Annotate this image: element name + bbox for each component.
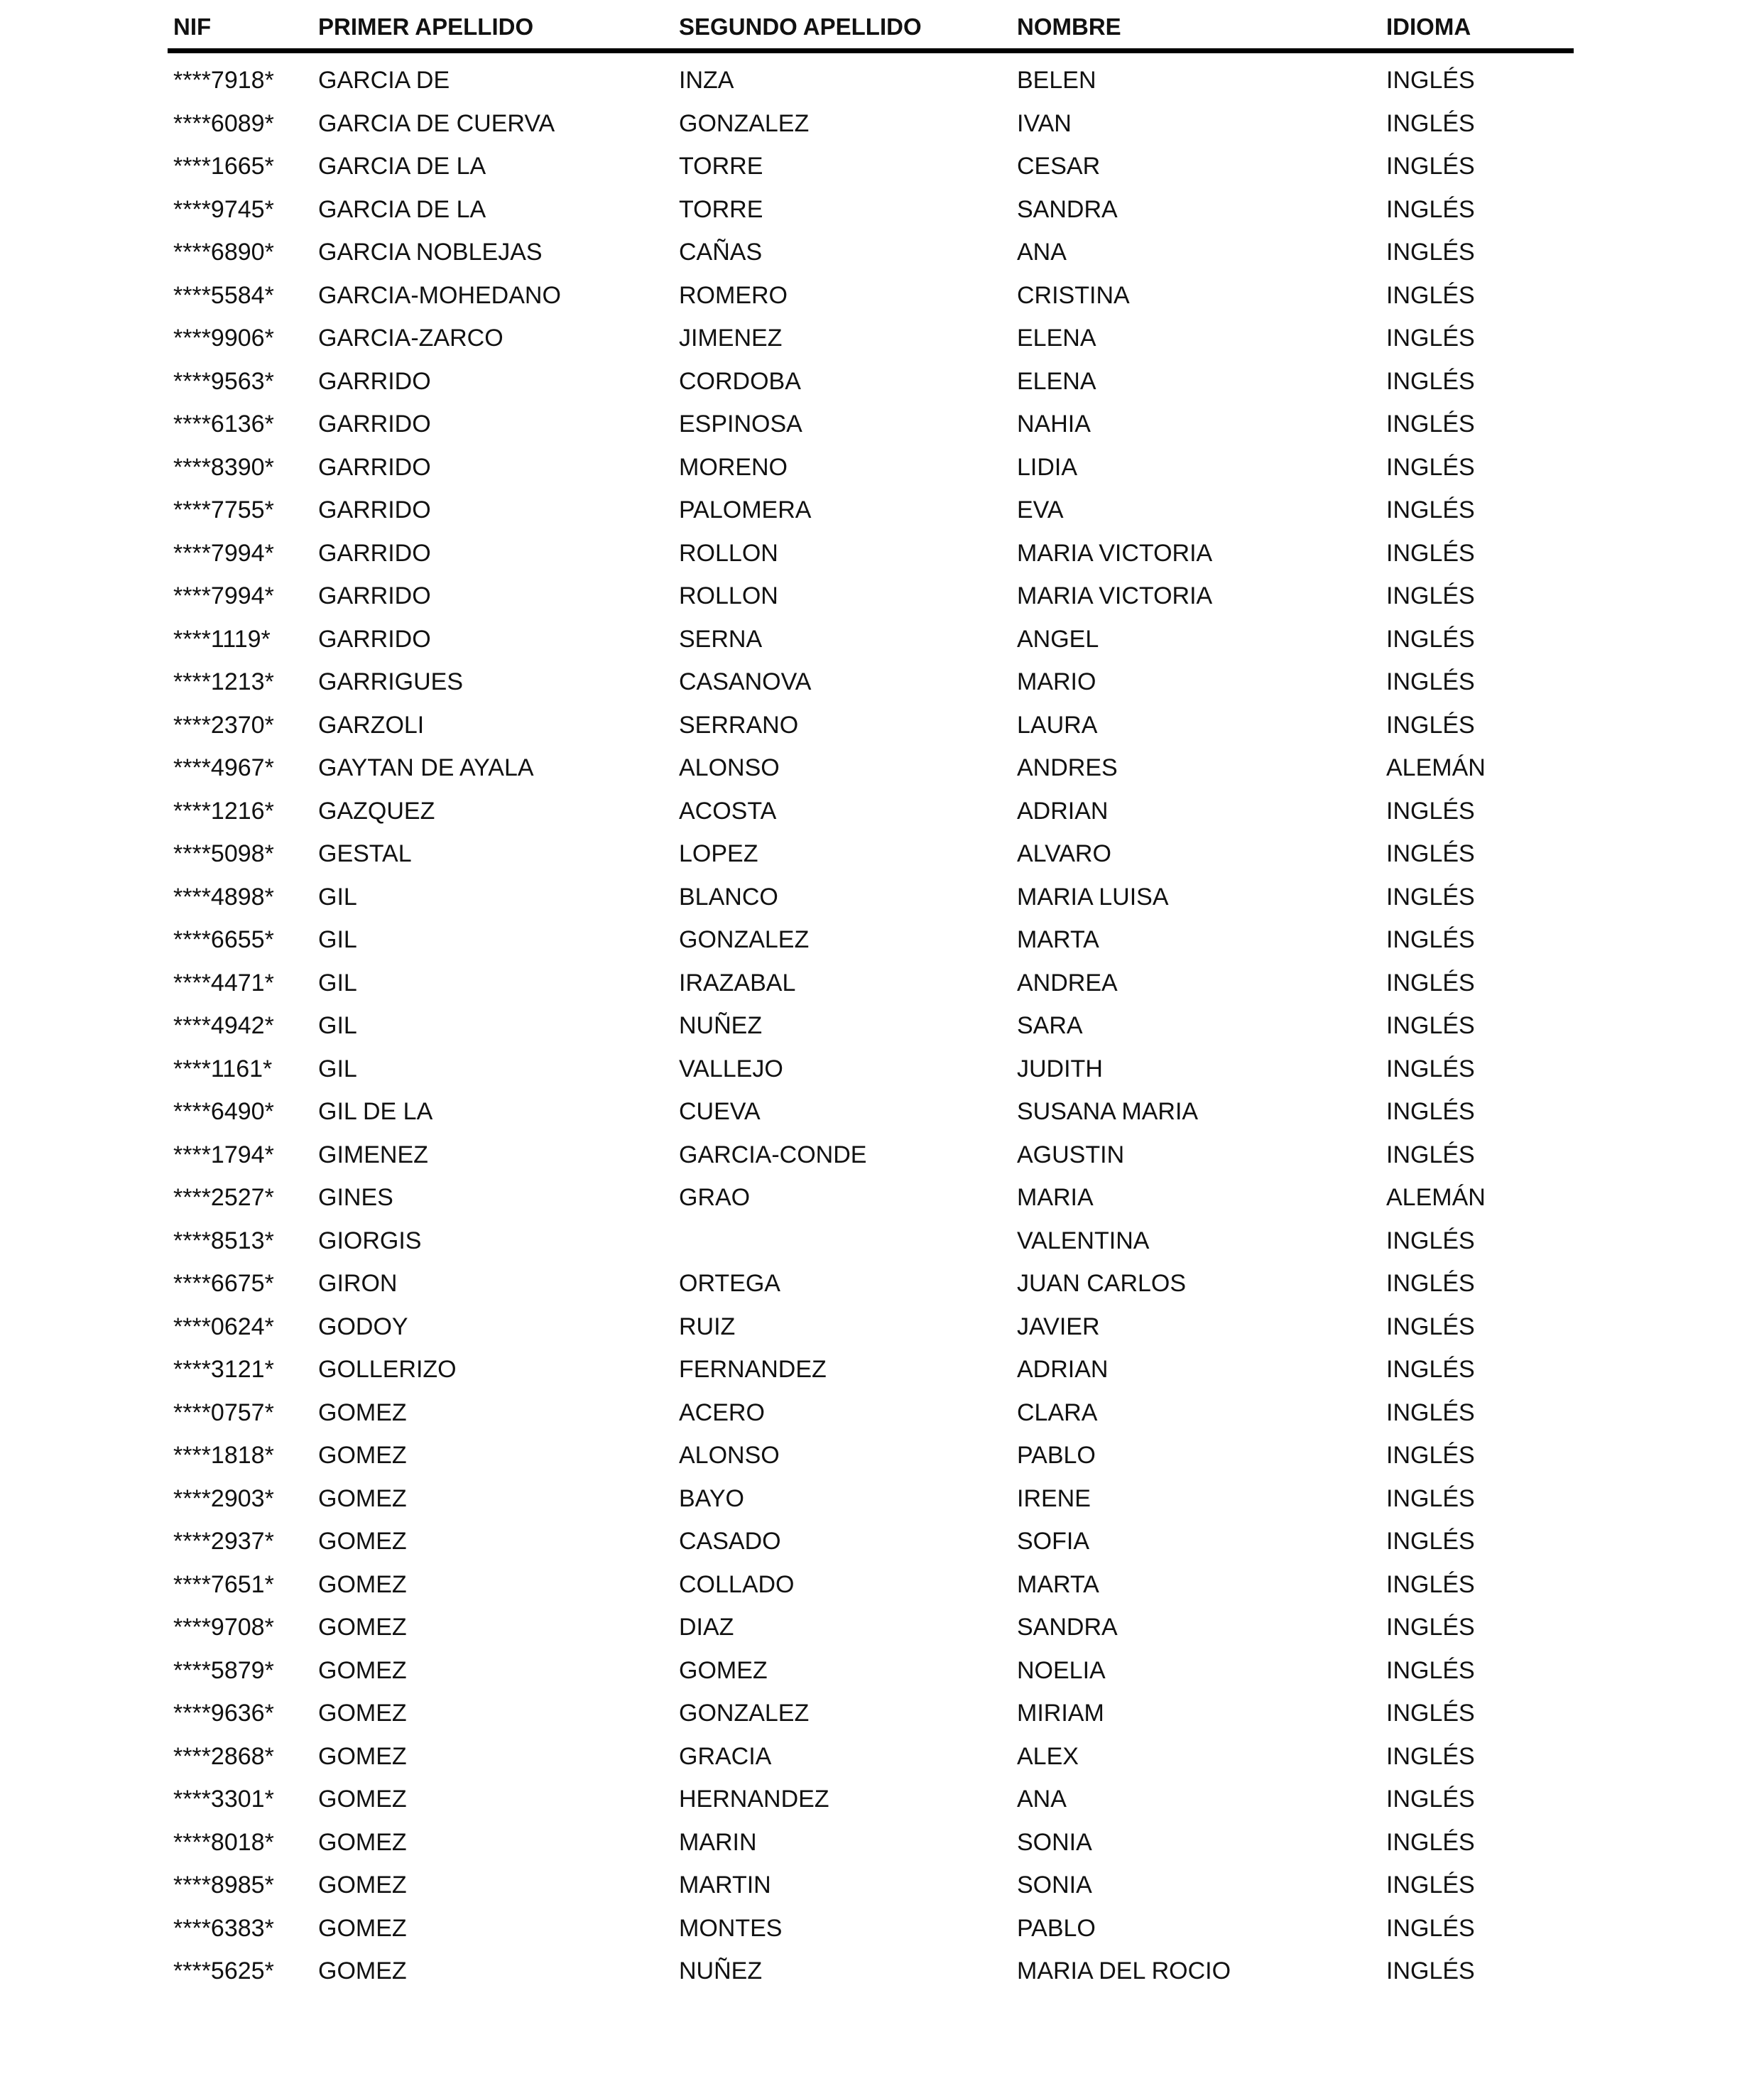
cell-idioma: INGLÉS (1386, 582, 1475, 609)
cell-nif: ****1818* (173, 1442, 274, 1469)
cell-idioma: INGLÉS (1386, 625, 1475, 653)
cell-nif: ****1161* (173, 1055, 273, 1082)
cell-idioma: INGLÉS (1386, 281, 1475, 309)
cell-primer-apellido: GESTAL (318, 840, 412, 867)
cell-idioma: INGLÉS (1386, 1141, 1475, 1168)
cell-segundo-apellido: ORTEGA (679, 1270, 780, 1297)
cell-idioma: INGLÉS (1386, 1484, 1475, 1512)
cell-nombre: VALENTINA (1017, 1227, 1150, 1254)
header-segundo-apellido: SEGUNDO APELLIDO (679, 13, 922, 40)
cell-nif: ****5098* (173, 840, 274, 867)
table-row (168, 1348, 1574, 1391)
cell-segundo-apellido: GRACIA (679, 1742, 772, 1770)
table-row (168, 1692, 1574, 1735)
cell-idioma: INGLÉS (1386, 926, 1475, 953)
cell-nif: ****2527* (173, 1184, 274, 1211)
cell-nombre: IRENE (1017, 1484, 1091, 1512)
header-nombre: NOMBRE (1017, 13, 1121, 40)
cell-idioma: INGLÉS (1386, 1786, 1475, 1813)
table-row (168, 1563, 1574, 1607)
table-row (168, 446, 1574, 489)
cell-nombre: JUDITH (1017, 1055, 1103, 1082)
cell-idioma: INGLÉS (1386, 411, 1475, 438)
cell-idioma: INGLÉS (1386, 539, 1475, 567)
cell-nombre: ALVARO (1017, 840, 1111, 867)
cell-nombre: JAVIER (1017, 1313, 1100, 1340)
cell-idioma: INGLÉS (1386, 1012, 1475, 1039)
cell-nif: ****9745* (173, 195, 274, 223)
cell-idioma: INGLÉS (1386, 1098, 1475, 1125)
cell-segundo-apellido: CUEVA (679, 1098, 761, 1125)
cell-primer-apellido: GARCIA NOBLEJAS (318, 239, 543, 266)
cell-nif: ****9906* (173, 325, 274, 352)
cell-idioma: INGLÉS (1386, 1442, 1475, 1469)
cell-nif: ****7755* (173, 496, 274, 523)
cell-segundo-apellido: ROLLON (679, 539, 778, 567)
table-row (168, 403, 1574, 446)
cell-primer-apellido: GOMEZ (318, 1442, 407, 1469)
cell-primer-apellido: GOMEZ (318, 1570, 407, 1598)
table-row (168, 1477, 1574, 1521)
table-row (168, 1606, 1574, 1649)
cell-primer-apellido: GOMEZ (318, 1484, 407, 1512)
cell-primer-apellido: GINES (318, 1184, 393, 1211)
cell-segundo-apellido: SERRANO (679, 711, 799, 739)
cell-idioma: INGLÉS (1386, 1227, 1475, 1254)
cell-segundo-apellido: INZA (679, 67, 734, 94)
cell-nombre: SANDRA (1017, 1614, 1118, 1641)
table-row (168, 1004, 1574, 1048)
cell-segundo-apellido: CASADO (679, 1528, 781, 1555)
cell-segundo-apellido: BLANCO (679, 883, 778, 911)
table-row (168, 1090, 1574, 1134)
cell-nombre: CESAR (1017, 153, 1101, 180)
cell-nif: ****2868* (173, 1742, 274, 1770)
cell-nif: ****6383* (173, 1914, 274, 1942)
cell-idioma: INGLÉS (1386, 1914, 1475, 1942)
cell-primer-apellido: GARCIA DE LA (318, 195, 486, 223)
cell-primer-apellido: GAYTAN DE AYALA (318, 754, 534, 781)
table-row (168, 876, 1574, 919)
cell-nif: ****3301* (173, 1786, 274, 1813)
cell-segundo-apellido: MARTIN (679, 1872, 771, 1899)
cell-primer-apellido: GARRIGUES (318, 668, 464, 695)
table-row (168, 317, 1574, 360)
table-row (168, 59, 1574, 102)
cell-idioma: INGLÉS (1386, 1356, 1475, 1383)
cell-nombre: MIRIAM (1017, 1700, 1104, 1727)
cell-nif: ****7918* (173, 67, 274, 94)
cell-primer-apellido: GARCIA DE CUERVA (318, 109, 555, 137)
cell-nombre: NAHIA (1017, 411, 1091, 438)
cell-segundo-apellido: GRAO (679, 1184, 751, 1211)
cell-nombre: ANGEL (1017, 625, 1099, 653)
header-divider (168, 48, 1574, 53)
cell-nif: ****8985* (173, 1872, 274, 1899)
table-row (168, 1048, 1574, 1091)
cell-primer-apellido: GARCIA DE (318, 67, 450, 94)
cell-primer-apellido: GARCIA DE LA (318, 153, 486, 180)
cell-idioma: INGLÉS (1386, 840, 1475, 867)
cell-segundo-apellido: TORRE (679, 153, 763, 180)
cell-idioma: INGLÉS (1386, 969, 1475, 996)
cell-nif: ****1213* (173, 668, 274, 695)
cell-segundo-apellido: LOPEZ (679, 840, 758, 867)
cell-segundo-apellido: GOMEZ (679, 1656, 768, 1684)
cell-nif: ****2370* (173, 711, 274, 739)
cell-primer-apellido: GOMEZ (318, 1742, 407, 1770)
cell-primer-apellido: GOMEZ (318, 1528, 407, 1555)
cell-segundo-apellido: GONZALEZ (679, 1700, 810, 1727)
cell-segundo-apellido: ESPINOSA (679, 411, 802, 438)
cell-nif: ****0624* (173, 1313, 274, 1340)
cell-primer-apellido: GARRIDO (318, 367, 431, 395)
cell-nif: ****7651* (173, 1570, 274, 1598)
cell-nif: ****6089* (173, 109, 274, 137)
cell-idioma: INGLÉS (1386, 367, 1475, 395)
table-row (168, 746, 1574, 790)
cell-idioma: INGLÉS (1386, 496, 1475, 523)
cell-nombre: ADRIAN (1017, 1356, 1109, 1383)
cell-nombre: MARIA DEL ROCIO (1017, 1957, 1231, 1984)
cell-segundo-apellido: TORRE (679, 195, 763, 223)
cell-nombre: ELENA (1017, 367, 1096, 395)
cell-primer-apellido: GARCIA-MOHEDANO (318, 281, 561, 309)
cell-nombre: MARTA (1017, 926, 1099, 953)
cell-primer-apellido: GARRIDO (318, 582, 431, 609)
header-nif: NIF (173, 13, 212, 40)
cell-idioma: INGLÉS (1386, 153, 1475, 180)
cell-segundo-apellido: BAYO (679, 1484, 744, 1512)
cell-idioma: INGLÉS (1386, 1700, 1475, 1727)
table-row (168, 1649, 1574, 1693)
cell-segundo-apellido: COLLADO (679, 1570, 795, 1598)
cell-primer-apellido: GIL (318, 969, 357, 996)
cell-segundo-apellido: JIMENEZ (679, 325, 783, 352)
table-row (168, 1176, 1574, 1220)
table-row (168, 188, 1574, 232)
cell-nif: ****3121* (173, 1356, 274, 1383)
table-row (168, 618, 1574, 661)
cell-nif: ****8018* (173, 1828, 274, 1856)
cell-nombre: SARA (1017, 1012, 1083, 1039)
cell-primer-apellido: GIL DE LA (318, 1098, 433, 1125)
cell-idioma: INGLÉS (1386, 109, 1475, 137)
cell-nombre: CLARA (1017, 1398, 1098, 1426)
table-row (168, 661, 1574, 704)
cell-segundo-apellido: ROLLON (679, 582, 778, 609)
cell-segundo-apellido: PALOMERA (679, 496, 812, 523)
table-row (168, 790, 1574, 833)
cell-segundo-apellido: CAÑAS (679, 239, 763, 266)
cell-idioma: INGLÉS (1386, 1742, 1475, 1770)
cell-nif: ****4942* (173, 1012, 274, 1039)
table-row (168, 1391, 1574, 1435)
cell-idioma: INGLÉS (1386, 797, 1475, 825)
cell-nombre: JUAN CARLOS (1017, 1270, 1187, 1297)
cell-nif: ****4967* (173, 754, 274, 781)
cell-primer-apellido: GARCIA-ZARCO (318, 325, 503, 352)
cell-nombre: SONIA (1017, 1828, 1092, 1856)
cell-idioma: INGLÉS (1386, 883, 1475, 911)
cell-primer-apellido: GOMEZ (318, 1656, 407, 1684)
cell-primer-apellido: GOMEZ (318, 1914, 407, 1942)
cell-primer-apellido: GARRIDO (318, 625, 431, 653)
table-row (168, 1220, 1574, 1263)
cell-idioma: INGLÉS (1386, 1828, 1475, 1856)
cell-nombre: PABLO (1017, 1442, 1096, 1469)
table-row (168, 918, 1574, 962)
table-row (168, 532, 1574, 575)
cell-idioma: INGLÉS (1386, 1055, 1475, 1082)
cell-nif: ****9563* (173, 367, 274, 395)
cell-nif: ****1119* (173, 625, 271, 653)
cell-nombre: IVAN (1017, 109, 1072, 137)
cell-primer-apellido: GOMEZ (318, 1872, 407, 1899)
cell-primer-apellido: GIMENEZ (318, 1141, 428, 1168)
cell-nombre: AGUSTIN (1017, 1141, 1125, 1168)
cell-nombre: ANA (1017, 239, 1067, 266)
cell-nombre: SONIA (1017, 1872, 1092, 1899)
cell-nif: ****5879* (173, 1656, 274, 1684)
cell-nif: ****1216* (173, 797, 274, 825)
cell-segundo-apellido: RUIZ (679, 1313, 736, 1340)
cell-segundo-apellido: MORENO (679, 453, 788, 481)
table-row (168, 962, 1574, 1005)
table-row (168, 575, 1574, 618)
header-idioma: IDIOMA (1386, 13, 1471, 40)
cell-nif: ****0757* (173, 1398, 274, 1426)
cell-idioma: INGLÉS (1386, 1528, 1475, 1555)
cell-nombre: SOFIA (1017, 1528, 1090, 1555)
table-row (168, 231, 1574, 274)
cell-segundo-apellido: ACERO (679, 1398, 765, 1426)
table-row (168, 489, 1574, 532)
table-row (168, 1735, 1574, 1778)
cell-primer-apellido: GOMEZ (318, 1828, 407, 1856)
cell-nombre: LAURA (1017, 711, 1098, 739)
cell-nif: ****1794* (173, 1141, 274, 1168)
cell-nombre: NOELIA (1017, 1656, 1106, 1684)
cell-primer-apellido: GOLLERIZO (318, 1356, 457, 1383)
cell-nombre: CRISTINA (1017, 281, 1130, 309)
cell-segundo-apellido: GARCIA-CONDE (679, 1141, 867, 1168)
table-row (168, 1950, 1574, 1993)
cell-idioma: INGLÉS (1386, 1398, 1475, 1426)
table-row (168, 1134, 1574, 1177)
cell-idioma: INGLÉS (1386, 1872, 1475, 1899)
cell-segundo-apellido: SERNA (679, 625, 763, 653)
cell-idioma: INGLÉS (1386, 325, 1475, 352)
candidate-list-table (168, 11, 1574, 1993)
cell-segundo-apellido: IRAZABAL (679, 969, 796, 996)
table-row (168, 704, 1574, 747)
cell-primer-apellido: GODOY (318, 1313, 408, 1340)
table-row (168, 1864, 1574, 1907)
cell-primer-apellido: GOMEZ (318, 1786, 407, 1813)
header-primer-apellido: PRIMER APELLIDO (318, 13, 534, 40)
cell-nif: ****8513* (173, 1227, 274, 1254)
cell-primer-apellido: GIL (318, 1055, 357, 1082)
cell-primer-apellido: GARRIDO (318, 411, 431, 438)
cell-nif: ****8390* (173, 453, 274, 481)
table-row (168, 102, 1574, 146)
cell-nombre: SUSANA MARIA (1017, 1098, 1199, 1125)
cell-idioma: INGLÉS (1386, 1570, 1475, 1598)
cell-nombre: MARTA (1017, 1570, 1099, 1598)
cell-nif: ****2937* (173, 1528, 274, 1555)
cell-nombre: LIDIA (1017, 453, 1078, 481)
cell-idioma: INGLÉS (1386, 239, 1475, 266)
cell-nombre: SANDRA (1017, 195, 1118, 223)
cell-segundo-apellido: MONTES (679, 1914, 783, 1942)
cell-segundo-apellido: ROMERO (679, 281, 788, 309)
cell-nif: ****4471* (173, 969, 274, 996)
cell-nif: ****7994* (173, 582, 274, 609)
cell-nombre: ANDREA (1017, 969, 1118, 996)
cell-nombre: MARIA VICTORIA (1017, 539, 1213, 567)
cell-segundo-apellido: NUÑEZ (679, 1012, 763, 1039)
cell-primer-apellido: GOMEZ (318, 1614, 407, 1641)
cell-nif: ****6136* (173, 411, 274, 438)
cell-idioma: ALEMÁN (1386, 1184, 1486, 1211)
cell-segundo-apellido: GONZALEZ (679, 109, 810, 137)
cell-segundo-apellido: GONZALEZ (679, 926, 810, 953)
cell-primer-apellido: GIORGIS (318, 1227, 422, 1254)
cell-primer-apellido: GARRIDO (318, 539, 431, 567)
cell-primer-apellido: GARRIDO (318, 496, 431, 523)
cell-idioma: INGLÉS (1386, 67, 1475, 94)
cell-primer-apellido: GARZOLI (318, 711, 425, 739)
cell-nif: ****6890* (173, 239, 274, 266)
cell-idioma: INGLÉS (1386, 1614, 1475, 1641)
cell-primer-apellido: GOMEZ (318, 1957, 407, 1984)
cell-segundo-apellido: HERNANDEZ (679, 1786, 829, 1813)
cell-idioma: INGLÉS (1386, 1313, 1475, 1340)
table-row (168, 1305, 1574, 1349)
cell-nif: ****1665* (173, 153, 274, 180)
cell-idioma: INGLÉS (1386, 1656, 1475, 1684)
cell-nif: ****9636* (173, 1700, 274, 1727)
cell-nif: ****5584* (173, 281, 274, 309)
cell-primer-apellido: GARRIDO (318, 453, 431, 481)
cell-nif: ****6655* (173, 926, 274, 953)
table-body (168, 59, 1574, 1993)
table-row (168, 1262, 1574, 1305)
cell-segundo-apellido: FERNANDEZ (679, 1356, 827, 1383)
cell-nombre: ANDRES (1017, 754, 1118, 781)
cell-idioma: INGLÉS (1386, 1957, 1475, 1984)
cell-primer-apellido: GIL (318, 926, 357, 953)
cell-nombre: MARIA LUISA (1017, 883, 1169, 911)
table-row (168, 1821, 1574, 1864)
cell-segundo-apellido: VALLEJO (679, 1055, 783, 1082)
cell-nombre: ALEX (1017, 1742, 1079, 1770)
cell-idioma: INGLÉS (1386, 1270, 1475, 1297)
cell-primer-apellido: GAZQUEZ (318, 797, 435, 825)
cell-nif: ****5625* (173, 1957, 274, 1984)
cell-segundo-apellido: DIAZ (679, 1614, 734, 1641)
cell-idioma: ALEMÁN (1386, 754, 1486, 781)
table-row (168, 145, 1574, 188)
table-row (168, 274, 1574, 317)
cell-idioma: INGLÉS (1386, 711, 1475, 739)
table-row (168, 1778, 1574, 1821)
table-row (168, 1434, 1574, 1477)
table-header (168, 11, 1574, 48)
cell-nombre: ADRIAN (1017, 797, 1109, 825)
cell-nombre: BELEN (1017, 67, 1096, 94)
table-row (168, 1907, 1574, 1950)
cell-nombre: EVA (1017, 496, 1064, 523)
cell-segundo-apellido: ALONSO (679, 754, 780, 781)
cell-segundo-apellido: CASANOVA (679, 668, 812, 695)
cell-nombre: ELENA (1017, 325, 1096, 352)
cell-segundo-apellido: MARIN (679, 1828, 757, 1856)
cell-segundo-apellido: CORDOBA (679, 367, 801, 395)
cell-nombre: MARIO (1017, 668, 1096, 695)
cell-segundo-apellido: ACOSTA (679, 797, 777, 825)
cell-nif: ****7994* (173, 539, 274, 567)
cell-primer-apellido: GIL (318, 1012, 357, 1039)
cell-nombre: PABLO (1017, 1914, 1096, 1942)
cell-nombre: MARIA (1017, 1184, 1094, 1211)
cell-primer-apellido: GIL (318, 883, 357, 911)
cell-idioma: INGLÉS (1386, 195, 1475, 223)
table-row (168, 832, 1574, 876)
cell-primer-apellido: GOMEZ (318, 1700, 407, 1727)
cell-nif: ****6490* (173, 1098, 274, 1125)
cell-primer-apellido: GOMEZ (318, 1398, 407, 1426)
cell-nif: ****6675* (173, 1270, 274, 1297)
table-row (168, 1520, 1574, 1563)
cell-nombre: MARIA VICTORIA (1017, 582, 1213, 609)
cell-segundo-apellido: NUÑEZ (679, 1957, 763, 1984)
cell-idioma: INGLÉS (1386, 668, 1475, 695)
cell-segundo-apellido: ALONSO (679, 1442, 780, 1469)
cell-idioma: INGLÉS (1386, 453, 1475, 481)
cell-primer-apellido: GIRON (318, 1270, 398, 1297)
cell-nif: ****2903* (173, 1484, 274, 1512)
cell-nif: ****4898* (173, 883, 274, 911)
table-row (168, 360, 1574, 403)
cell-nif: ****9708* (173, 1614, 274, 1641)
cell-nombre: ANA (1017, 1786, 1067, 1813)
